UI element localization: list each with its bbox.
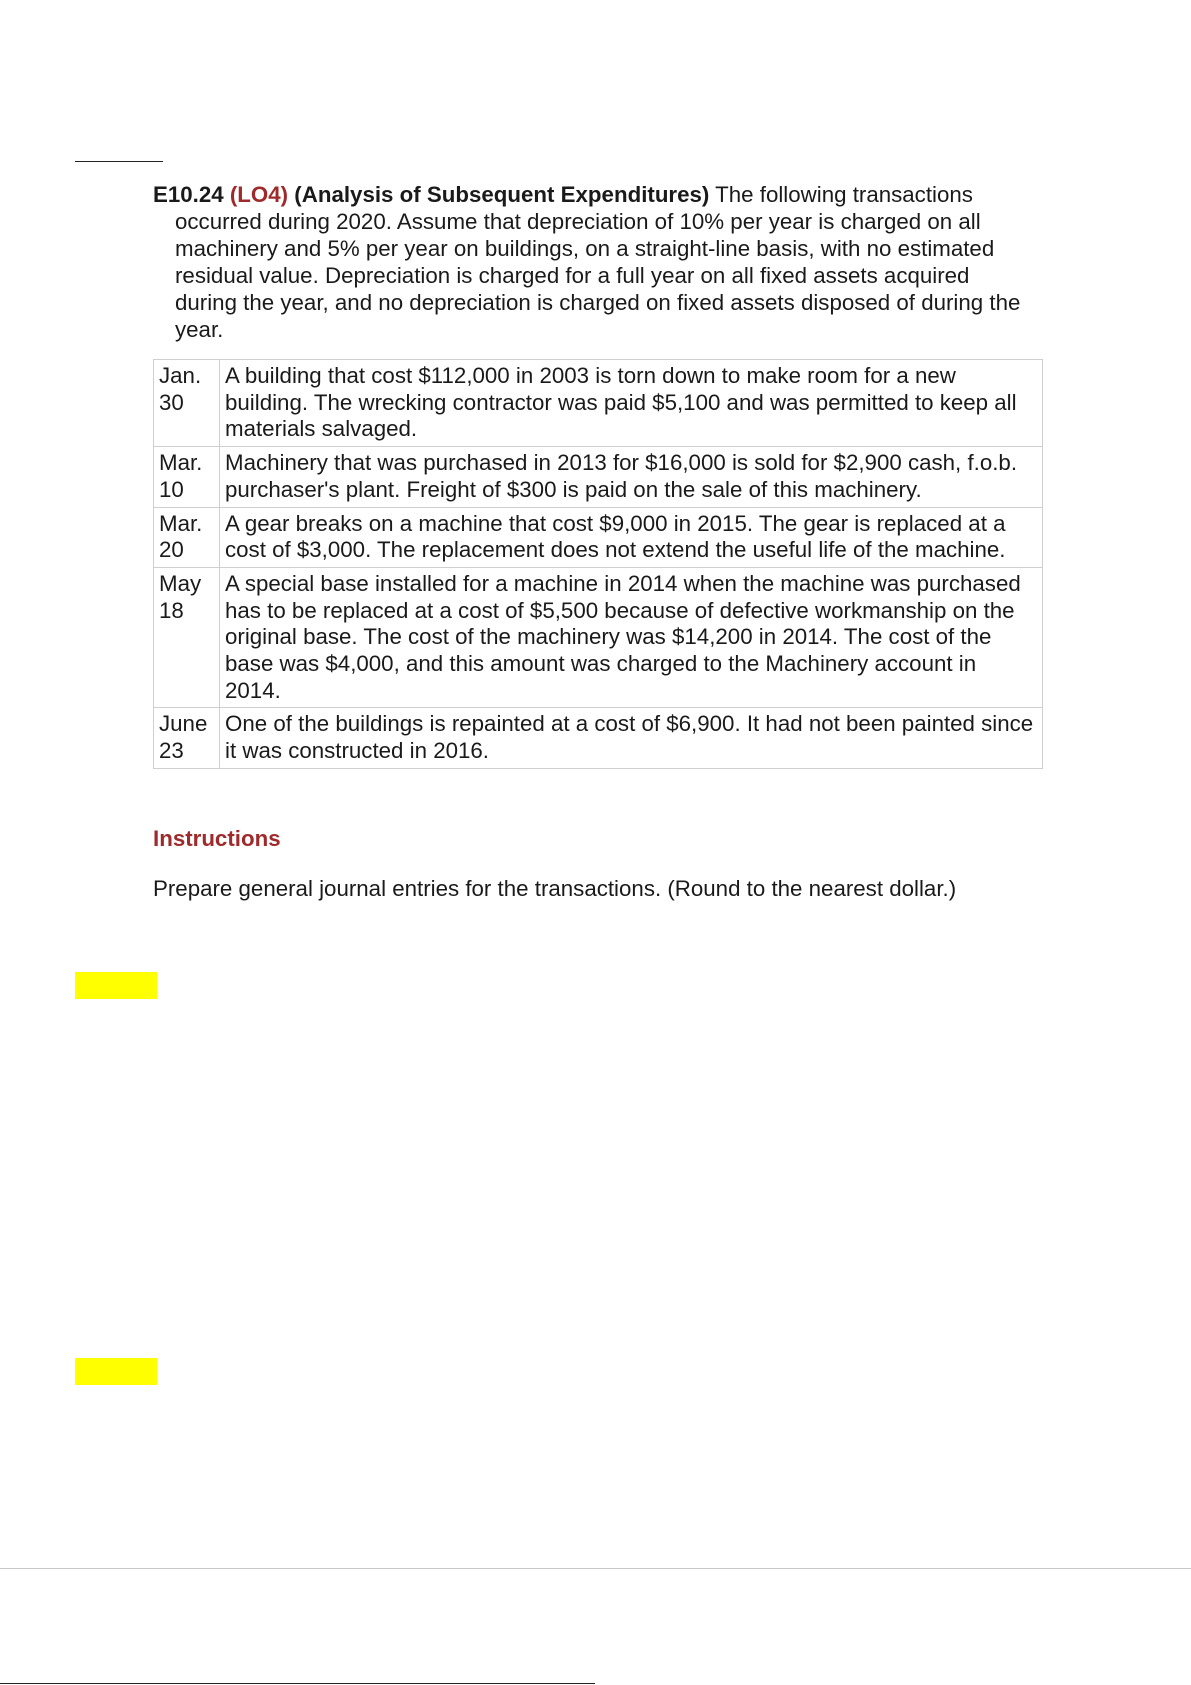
transaction-description: One of the buildings is repainted at a cost of $6,900. It had not been painted since it was constructed in 2016. xyxy=(220,708,1043,768)
instructions-text: Prepare general journal entries for the transactions. (Round to the nearest dollar.) xyxy=(153,876,957,901)
transaction-description: A special base installed for a machine in 2014 when the machine was purchased has to be replaced at a cost of $5,500 because of defective workmanship on the original base. The cost of the machinery was $14,200 in 2014. The cost of the base was $4,000, and this amount was charged to the Machinery account in 2014. xyxy=(220,567,1043,708)
exercise-statement xyxy=(153,181,1035,343)
transaction-date: Mar. 10 xyxy=(154,447,220,507)
top-rule xyxy=(75,161,163,162)
learning-objective: (LO4) xyxy=(229,182,289,207)
table-row xyxy=(154,447,1043,507)
highlight-mark xyxy=(75,1358,157,1385)
table-row xyxy=(154,360,1043,447)
instructions-heading: Instructions xyxy=(153,826,281,851)
transactions-table xyxy=(153,359,1043,769)
transaction-description: A building that cost $112,000 in 2003 is torn down to make room for a new building. The wrecking contractor was paid $5,100 and was permitted to keep all materials salvaged. xyxy=(220,360,1043,447)
footnote-rule xyxy=(0,1683,595,1684)
transaction-date: Jan. 30 xyxy=(154,360,220,447)
exercise-header-line xyxy=(153,181,1035,208)
table-row xyxy=(154,567,1043,708)
transaction-description: Machinery that was purchased in 2013 for $16,000 is sold for $2,900 cash, f.o.b. purchaser's plant. Freight of $300 is paid on the sale of this machinery. xyxy=(220,447,1043,507)
exercise-intro-first: The following transactions xyxy=(715,182,973,207)
exercise-title: (Analysis of Subsequent Expenditures) xyxy=(294,182,710,207)
highlight-mark xyxy=(75,972,157,999)
transaction-date: May 18 xyxy=(154,567,220,708)
page-footer-divider xyxy=(0,1568,1191,1569)
transaction-date: Mar. 20 xyxy=(154,507,220,567)
table-row xyxy=(154,708,1043,768)
exercise-number: E10.24 xyxy=(153,182,224,207)
table-row xyxy=(154,507,1043,567)
transaction-description: A gear breaks on a machine that cost $9,000 in 2015. The gear is replaced at a cost of $3,000. The replacement does not extend the useful life of the machine. xyxy=(220,507,1043,567)
exercise-intro-body: occurred during 2020. Assume that depreciation of 10% per year is charged on all machinery and 5% per year on buildings, on a straight-line basis, with no estimated residual value. Depreciation is charged for a full year on all fixed assets acquired during the year, and no depreciation is charged on fixed assets disposed of during the year. xyxy=(175,209,1021,342)
transaction-date: June 23 xyxy=(154,708,220,768)
